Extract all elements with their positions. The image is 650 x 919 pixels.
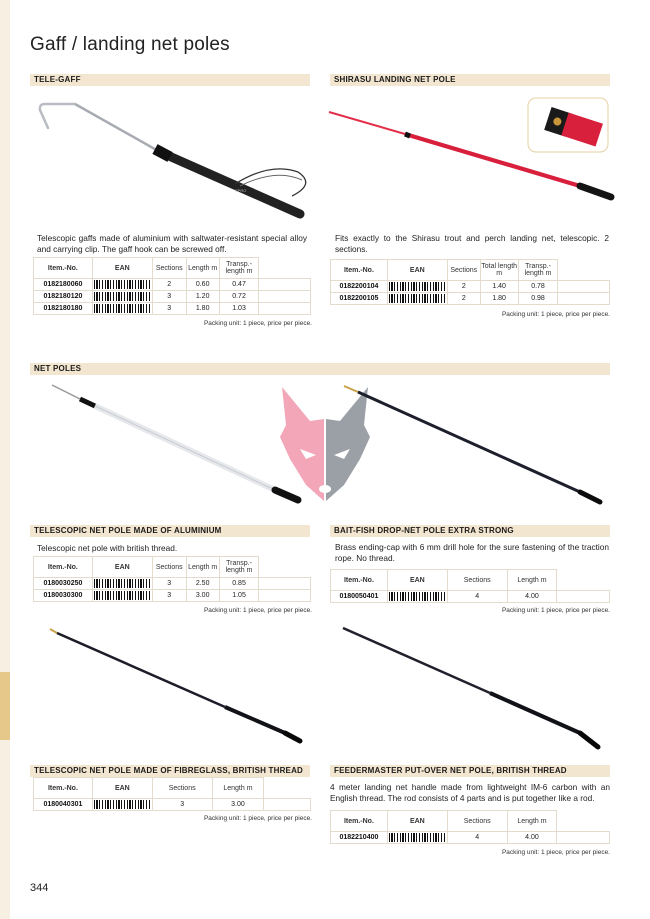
barcode-icon	[94, 280, 150, 289]
transp-value: 0.85	[219, 578, 259, 590]
col-header: Item.-No.	[331, 260, 388, 281]
col-header: Item.-No.	[331, 570, 388, 591]
length-value: 1.80	[480, 293, 518, 305]
col-header: Length m	[507, 811, 557, 832]
transp-value: 1.03	[219, 303, 259, 315]
sections-value: 3	[152, 799, 212, 811]
length-value: 4.00	[507, 591, 557, 603]
length-value: 0.60	[186, 279, 219, 291]
item-number: 0182200104	[331, 281, 388, 293]
item-number: 0180030300	[34, 590, 93, 602]
col-header: Transp.-length m	[219, 258, 259, 279]
sections-value: 4	[447, 591, 507, 603]
table-row	[331, 281, 610, 293]
barcode-icon	[94, 579, 150, 588]
shirasu-pole-image	[325, 96, 615, 211]
col-header: EAN	[387, 260, 447, 281]
barcode-icon	[94, 591, 150, 600]
col-header: Total length m	[480, 260, 518, 281]
shirasu-table	[330, 259, 610, 305]
barcode-icon	[94, 800, 150, 809]
col-header: Sections	[152, 258, 186, 279]
baitfish-pole-image	[340, 380, 610, 510]
col-header: Item.-No.	[34, 778, 93, 799]
barcode-icon	[389, 282, 445, 291]
col-header: Item.-No.	[34, 557, 93, 578]
item-number: 0182180120	[34, 291, 93, 303]
shirasu-description: Fits exactly to the Shirasu trout and perch landing net, telescopic. 2 sections.	[335, 233, 609, 254]
section-header-feedermaster: FEEDERMASTER PUT-OVER NET POLE, BRITISH THREAD	[330, 765, 610, 777]
table-row	[34, 578, 311, 590]
baitfish-description: Brass ending-cap with 6 mm drill hole for the sure fastening of the traction rope. No thread.	[335, 542, 609, 563]
col-header: EAN	[387, 811, 447, 832]
sections-value: 3	[152, 578, 186, 590]
item-number: 0180040301	[34, 799, 93, 811]
sections-value: 3	[152, 590, 186, 602]
table-row	[331, 591, 610, 603]
packing-note: Packing unit: 1 piece, price per piece.	[203, 815, 312, 822]
sections-value: 3	[152, 303, 186, 315]
barcode-icon	[94, 292, 150, 301]
page-edge-strip	[0, 0, 10, 919]
col-header: Transp.-length m	[518, 260, 558, 281]
aluminium-description: Telescopic net pole with british thread.	[37, 543, 178, 553]
packing-note: Packing unit: 1 piece, price per piece.	[203, 607, 312, 614]
col-header: Length m	[186, 258, 219, 279]
col-header: Transp.-length m	[219, 557, 259, 578]
sections-value: 2	[447, 281, 480, 293]
section-header-baitfish: BAIT-FISH DROP-NET POLE EXTRA STRONG	[330, 525, 610, 537]
table-row	[34, 590, 311, 602]
length-value: 1.80	[186, 303, 219, 315]
packing-note: Packing unit: 1 piece, price per piece.	[501, 311, 610, 318]
baitfish-table	[330, 569, 610, 603]
sections-value: 2	[447, 293, 480, 305]
length-value: 1.40	[480, 281, 518, 293]
feedermaster-pole-image	[340, 623, 605, 753]
feedermaster-table	[330, 810, 610, 844]
transp-value: 1.05	[219, 590, 259, 602]
sections-value: 2	[152, 279, 186, 291]
section-header-aluminium: TELESCOPIC NET POLE MADE OF ALUMINIUM	[30, 525, 310, 537]
aluminium-pole-image	[40, 380, 310, 510]
item-number: 0182210400	[331, 832, 388, 844]
col-header: Sections	[152, 778, 212, 799]
fibreglass-table	[33, 777, 311, 811]
tele-gaff-description: Telescopic gaffs made of aluminium with saltwater-resistant special alloy and carrying clip. The gaff hook can be screwed off.	[37, 233, 307, 254]
feedermaster-description: 4 meter landing net handle made from lightweight IM-6 carbon with an English thread. The rod consists of 4 parts and is put together like a rod.	[330, 782, 610, 803]
packing-note: Packing unit: 1 piece, price per piece.	[203, 320, 312, 327]
length-value: 3.00	[186, 590, 219, 602]
item-number: 0182200105	[331, 293, 388, 305]
col-header: EAN	[92, 258, 152, 279]
transp-value: 0.98	[518, 293, 558, 305]
transp-value: 0.72	[219, 291, 259, 303]
item-number: 0182180180	[34, 303, 93, 315]
col-header: EAN	[387, 570, 447, 591]
col-header: EAN	[92, 778, 152, 799]
length-value: 1.20	[186, 291, 219, 303]
tele-gaff-image	[30, 96, 315, 231]
col-header: Length m	[212, 778, 264, 799]
transp-value: 0.47	[219, 279, 259, 291]
table-row	[34, 291, 311, 303]
table-row	[34, 799, 311, 811]
table-row	[34, 303, 311, 315]
col-header: Length m	[186, 557, 219, 578]
packing-note: Packing unit: 1 piece, price per piece.	[501, 607, 610, 614]
barcode-icon	[94, 304, 150, 313]
col-header: Sections	[447, 570, 507, 591]
barcode-icon	[389, 294, 445, 303]
sections-value: 4	[447, 832, 507, 844]
item-number: 0182180060	[34, 279, 93, 291]
item-number: 0180050401	[331, 591, 388, 603]
section-header-tele-gaff: TELE-GAFF	[30, 74, 310, 86]
packing-note: Packing unit: 1 piece, price per piece.	[501, 849, 610, 856]
col-header: Item.-No.	[331, 811, 388, 832]
col-header: Sections	[447, 260, 480, 281]
col-header: Sections	[447, 811, 507, 832]
col-header: Item.-No.	[34, 258, 93, 279]
length-value: 2.50	[186, 578, 219, 590]
table-row	[34, 279, 311, 291]
chapter-tab	[0, 672, 10, 740]
sections-value: 3	[152, 291, 186, 303]
col-header: Length m	[507, 570, 557, 591]
page-title: Gaff / landing net poles	[30, 34, 230, 55]
table-row	[331, 832, 610, 844]
fibreglass-pole-image	[45, 625, 305, 750]
svg-text:SPRO: SPRO	[235, 188, 247, 193]
page-number: 344	[30, 882, 49, 894]
item-number: 0180030250	[34, 578, 93, 590]
section-header-shirasu: SHIRASU LANDING NET POLE	[330, 74, 610, 86]
transp-value: 0.78	[518, 281, 558, 293]
length-value: 3.00	[212, 799, 264, 811]
col-header: EAN	[92, 557, 152, 578]
table-row	[331, 293, 610, 305]
tele-gaff-table	[33, 257, 311, 315]
barcode-icon	[389, 833, 445, 842]
section-header-fibreglass: TELESCOPIC NET POLE MADE OF FIBREGLASS, BRITISH THREAD	[30, 765, 310, 777]
aluminium-table	[33, 556, 311, 602]
length-value: 4.00	[507, 832, 557, 844]
col-header: Sections	[152, 557, 186, 578]
section-header-net-poles: NET POLES	[30, 363, 610, 375]
barcode-icon	[389, 592, 445, 601]
